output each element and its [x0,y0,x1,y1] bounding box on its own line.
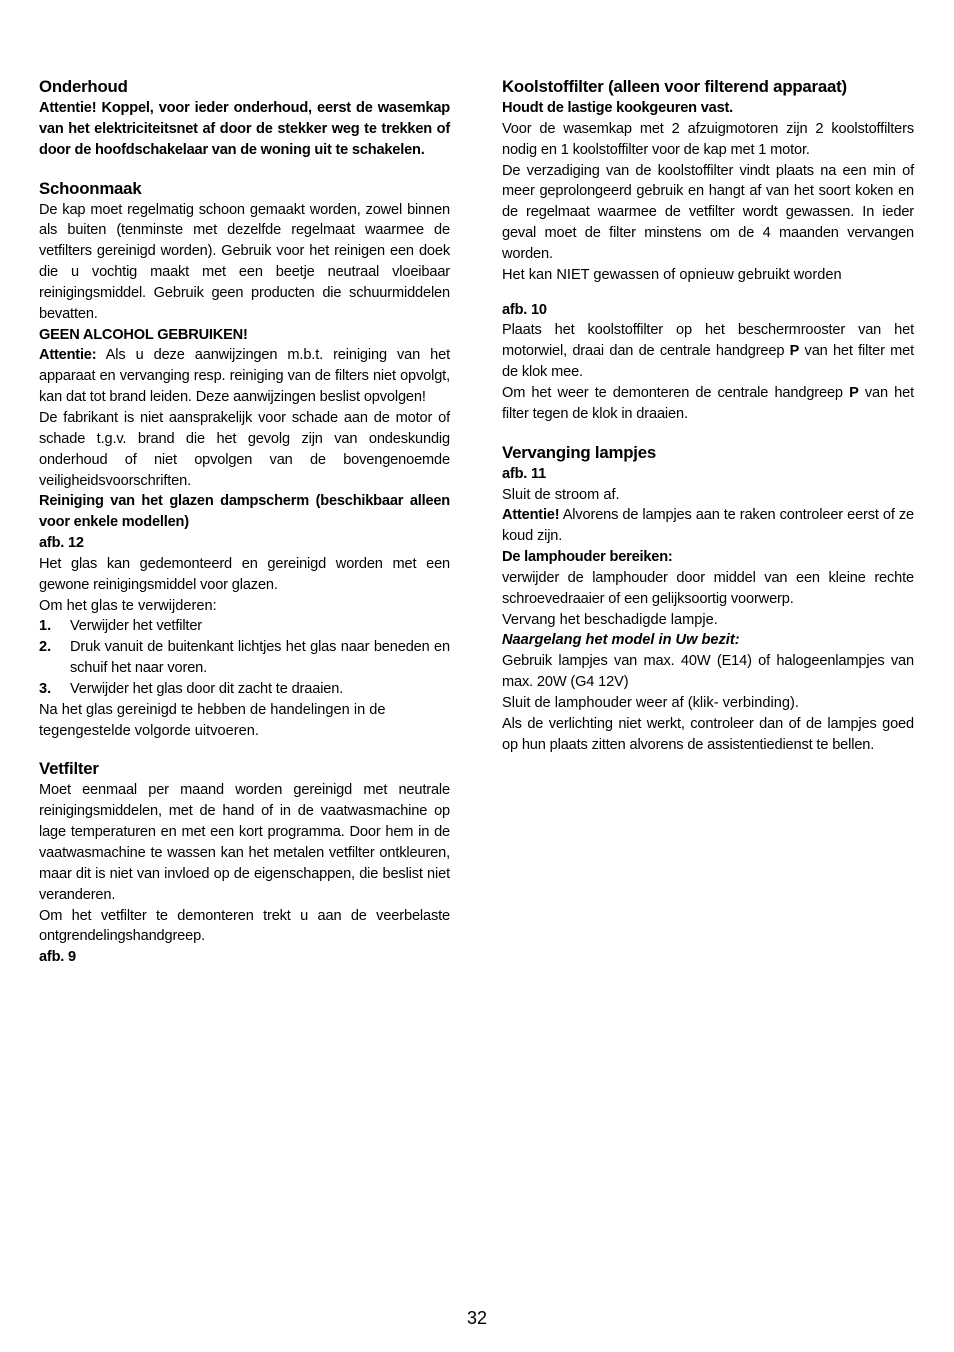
step-number: 2. [39,639,52,656]
cleaning-paragraph: De kap moet regelmatig schoon gemaakt worden, zowel binnen als buiten (tenminste met dezelfde regelmaat waarmee de vetfilters gereinigd worden). Gebruik voor het reinigen een doek die u vochtig maakt met een beetje neutraal vloeibaar reinigingsmiddel. Gebruik geen producten die schuurmiddelen bevatten. [39,201,450,322]
attention-text: Alvorens de lampjes aan te raken controleer eerst of ze koud zijn. [502,507,914,545]
heading-vetfilter: Vetfilter [39,759,99,779]
carbon-filter-remove-paragraph [502,383,914,425]
lamp-subheading-model: Naargelang het model in Uw bezit: [502,632,740,649]
glass-cleaning-title: Reiniging van het glazen dampscherm (beschikbaar alleen voor enkele modellen) [39,493,450,531]
figure-ref-10: afb. 10 [502,301,547,318]
step-number: 1. [39,618,52,635]
carbon-filter-paragraph-3: Het kan NIET gewassen of opnieuw gebruikt worden [502,266,842,283]
carbon-filter-subheading: Houdt de lastige kookgeuren vast. [502,100,734,116]
lamp-attention-paragraph [502,505,914,547]
glass-reassembly-paragraph: Na het glas gereinigd te hebben de handelingen in de tegengestelde volgorde uitvoeren. [39,701,386,739]
grease-filter-remove-paragraph: Om het vetfilter te demonteren trekt u aan de veerbelaste ontgrendelingshandgreep. [39,907,450,945]
grease-filter-paragraph: Moet eenmaal per maand worden gereinigd met neutrale reinigingsmiddelen, met de hand of in de vaatwasmachine op lage temperaturen en met een kort programma. Door hem in de vaatwasmachine te wassen kan het metalen vetfilter ontkleuren, maar dit is niet van invloed op de eigenschappen, die beslist niet veranderen. [39,782,450,903]
right-column [502,76,914,755]
lamp-paragraph-3: Vervang het beschadigde lampje. [502,611,718,628]
glass-steps-list [39,616,450,699]
carbon-filter-paragraph-2: De verzadiging van de koolstoffilter vindt plaats na een min of meer geprolongeerd gebruik en hangt af van het soort koken en de regelmaat waarmee de vetfilter wordt gewassen. In ieder geval moet de filter minstens om de 4 maanden vervangen worden. [502,162,914,262]
heading-vervanging-lampjes: Vervanging lampjes [502,442,657,462]
install-text: Plaats het koolstoffilter op het beschermrooster van het motorwiel, draai dan de centrale handgreep [502,322,914,360]
install-text-end: van het filter met de klok mee. [502,343,914,381]
page-number: 32 [466,1308,488,1328]
step-number: 3. [39,680,52,697]
remove-text: Om het weer te demonteren de centrale handgreep [502,384,850,401]
carbon-filter-paragraph-1: Voor de wasemkap met 2 afzuigmotoren zijn 2 koolstoffilters nodig en 1 koolstoffilter voor de kap met 1 motor. [502,120,914,158]
step-text: Verwijder het vetfilter [70,618,203,635]
no-alcohol-warning: GEEN ALCOHOL GEBRUIKEN! [39,326,248,343]
handle-label: P [789,343,800,360]
lamp-subheading-holder: De lamphouder bereiken: [502,549,673,566]
attention-text: Als u deze aanwijzingen m.b.t. reiniging van het apparaat en vervanging resp. reiniging van de filters niet opvolgt, kan dat tot brand leiden. Deze aanwijzingen beslist opvolgen! [39,347,450,406]
figure-ref-12: afb. 12 [39,535,84,552]
lamp-paragraph-2: verwijder de lamphouder door middel van een kleine rechte schroevedraaier of een gelijksoortig voorwerp. [502,569,914,607]
heading-schoonmaak: Schoonmaak [39,178,142,198]
maintenance-warning: Attentie! Koppel, voor ieder onderhoud, eerst de wasemkap van het elektriciteitsnet af door de stekker weg te trekken of door de hoofdschakelaar van de woning uit te schakelen. [39,100,450,158]
heading-koolstoffilter: Koolstoffilter (alleen voor filterend apparaat) [502,77,847,96]
attention-paragraph [39,345,450,408]
handle-label: P [849,384,859,401]
list-item [39,616,450,637]
lamp-paragraph-1: Sluit de stroom af. [502,486,620,503]
step-text: Druk vanuit de buitenkant lichtjes het glas naar beneden en schuif het naar voren. [70,639,450,677]
heading-onderhoud: Onderhoud [39,77,128,96]
left-column [39,76,450,968]
attention-label: Attentie: [39,347,97,364]
lamp-paragraph-4: Gebruik lampjes van max. 40W (E14) of halogeenlampjes van max. 20W (G4 12V) [502,653,914,691]
figure-ref-11: afb. 11 [502,465,547,482]
step-text: Verwijder het glas door dit zacht te draaien. [70,680,344,697]
attention-label: Attentie! [502,507,560,524]
liability-paragraph: De fabrikant is niet aansprakelijk voor schade aan de motor of schade t.g.v. brand die het gevolg zijn van ondeskundig onderhoud of niet opvolgen van de bovengenoemde veiligheidsvoorschriften. [39,409,450,489]
list-item [39,637,450,679]
carbon-filter-install-paragraph [502,320,914,383]
glass-remove-intro: Om het glas te verwijderen: [39,597,217,614]
lamp-paragraph-5: Sluit de lamphouder weer af (klik- verbinding). [502,694,799,711]
remove-text-end: van het filter tegen de klok in draaien. [502,384,914,422]
glass-paragraph: Het glas kan gedemonteerd en gereinigd worden met een gewone reinigingsmiddel voor glazen. [39,555,450,593]
list-item [39,679,450,700]
lamp-paragraph-6: Als de verlichting niet werkt, controleer dan of de lampjes goed op hun plaats zitten alvorens de assistentiedienst te bellen. [502,715,914,753]
figure-ref-9: afb. 9 [39,949,76,966]
